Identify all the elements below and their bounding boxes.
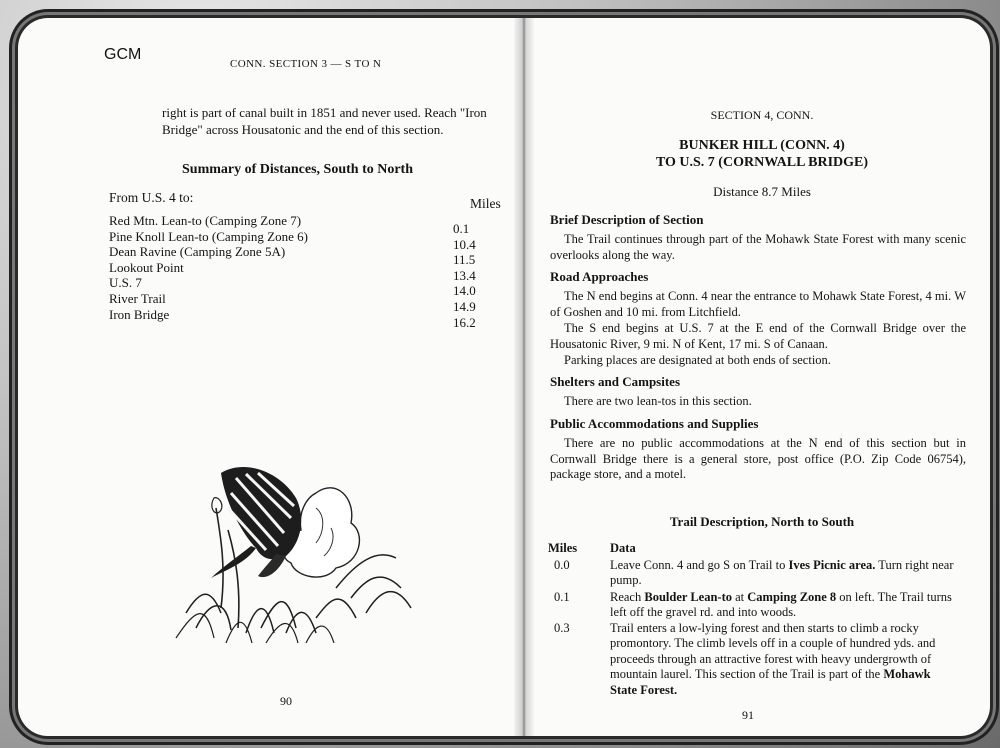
place-list: [109, 213, 308, 322]
miles-column-header: Miles: [470, 196, 501, 211]
intro-paragraph: right is part of canal built in 1851 and never used. Reach "Iron Bridge" across Housatonic and the end of this section.: [162, 105, 487, 137]
road-heading: Road Approaches: [550, 269, 649, 284]
entry-text: Turn right near pump.: [610, 558, 954, 588]
distance-value: 10.4: [453, 236, 476, 252]
section-title: [534, 137, 990, 171]
distance-value: 14.9: [453, 298, 476, 314]
shelters-text: There are two lean-tos in this section.: [564, 394, 752, 408]
distance-value: 11.5: [453, 252, 476, 268]
place-item: Dean Ravine (Camping Zone 5A): [109, 244, 286, 260]
shelters-heading: Shelters and Campsites: [550, 374, 681, 389]
place-item: Iron Bridge: [109, 306, 170, 322]
entry-place: Mohawk State Forest.: [610, 667, 931, 697]
section-title-line: BUNKER HILL (CONN. 4): [679, 138, 845, 153]
page-number-left: 90: [280, 694, 292, 708]
place-item: Red Mtn. Lean-to (Camping Zone 7): [109, 213, 302, 228]
place-item: U.S. 7: [109, 275, 142, 291]
entry-mile: 0.3: [554, 621, 570, 635]
section-distance: Distance 8.7 Miles: [713, 184, 811, 199]
summary-title: Summary of Distances, South to North: [182, 162, 413, 177]
entry-text: Leave Conn. 4 and go S on Trail to: [610, 558, 789, 572]
entry-place: Boulder Lean-to: [644, 590, 732, 604]
public-heading: Public Accommodations and Supplies: [550, 416, 759, 431]
page-number-right: 91: [742, 708, 754, 722]
entry-text: Trail enters a low-lying forest and then starts to climb a rocky promontory. The climb levels off in a couple of hundred yds. and proceeds through an attractive forest with heavy undergrowth of mountain laurel. This section of the Trail is part of the: [610, 621, 936, 682]
right-page: [534, 18, 990, 736]
distance-value: 13.4: [453, 267, 476, 283]
book-gutter: [514, 18, 534, 736]
distance-value: 16.2: [453, 314, 476, 330]
public-text: There are no public accommodations at the N end of this section but in Cornwall Bridge there is a general store, post office (P.O. Zip Code 06754), package store, and a motel.: [550, 436, 966, 481]
entry-place: Ives Picnic area.: [788, 558, 876, 572]
entry-mile: 0.1: [554, 590, 570, 604]
distance-value: 0.1: [453, 221, 470, 236]
miles-column-header: Miles: [548, 541, 578, 555]
butterfly-illustration: [166, 438, 416, 648]
entry-text: Reach: [610, 590, 645, 604]
trail-entry: [610, 621, 956, 698]
brief-text: The Trail continues through part of the Mohawk State Forest with many scenic overlooks along the way.: [550, 232, 966, 262]
brief-heading: Brief Description of Section: [550, 212, 704, 227]
library-stamp: GCM: [104, 46, 142, 63]
entry-mile: 0.0: [554, 558, 570, 572]
open-book: [18, 18, 990, 736]
entry-text: at: [731, 590, 748, 604]
from-label: From U.S. 4 to:: [109, 190, 194, 205]
place-item: River Trail: [109, 290, 166, 306]
trail-entry: [610, 590, 956, 621]
place-item: Lookout Point: [109, 259, 184, 275]
left-page: [18, 18, 514, 736]
section-title-line: TO U.S. 7 (CORNWALL BRIDGE): [655, 155, 869, 170]
place-item: Pine Knoll Lean-to (Camping Zone 6): [109, 228, 308, 244]
road-text: Parking places are designated at both ends of section.: [564, 353, 831, 367]
road-text: The S end begins at U.S. 7 at the E end of the Cornwall Bridge over the Housatonic River, 9 mi. N of Kent, 17 mi. S of Canaan.: [550, 321, 966, 351]
entry-text: on left. The Trail turns left off the gravel rd. and into woods.: [610, 590, 952, 620]
trail-entry: [610, 558, 956, 589]
running-head: CONN. SECTION 3 — S TO N: [230, 58, 382, 70]
distance-value: 14.0: [453, 283, 476, 299]
entry-place: Camping Zone 8: [747, 590, 837, 604]
trail-description-title: Trail Description, North to South: [669, 514, 855, 529]
section-head: SECTION 4, CONN.: [710, 108, 814, 122]
data-column-header: Data: [610, 541, 636, 555]
distance-list: [453, 221, 476, 330]
road-text: The N end begins at Conn. 4 near the entrance to Mohawk State Forest, 4 mi. W of Goshen and 10 mi. from Litchfield.: [550, 289, 966, 319]
